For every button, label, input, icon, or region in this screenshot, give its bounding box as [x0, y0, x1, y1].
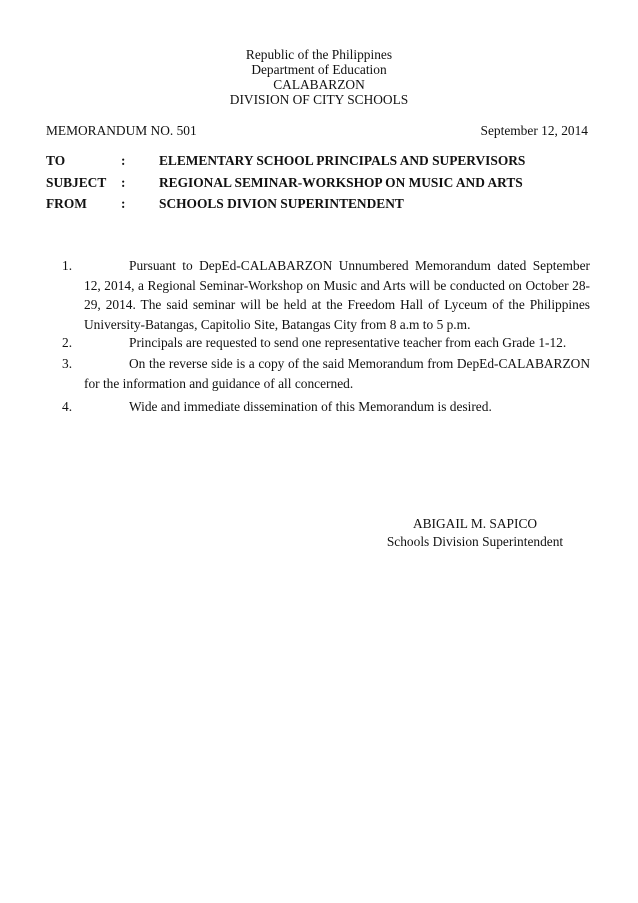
subject-colon: :: [121, 175, 126, 190]
subject-label: SUBJECT: [46, 175, 107, 190]
letterhead-division: DIVISION OF CITY SCHOOLS: [229, 92, 409, 107]
from-value: SCHOOLS DIVION SUPERINTENDENT: [159, 196, 404, 211]
paragraph-number: 4.: [62, 399, 73, 414]
paragraph-1: [62, 256, 590, 334]
letterhead: [0, 47, 638, 107]
paragraph-number: 2.: [62, 335, 73, 350]
signature-block: [380, 515, 570, 551]
paragraph-3: [62, 354, 590, 393]
letterhead-republic: Republic of the Philippines: [245, 47, 393, 62]
to-value: ELEMENTARY SCHOOL PRINCIPALS AND SUPERVISORS: [159, 153, 526, 168]
paragraph-2: [62, 333, 590, 353]
signatory-name: ABIGAIL M. SAPICO: [412, 516, 538, 531]
from-colon: :: [121, 196, 126, 211]
memorandum-number: MEMORANDUM NO. 501: [46, 123, 197, 138]
paragraph-text: Pursuant to DepEd-CALABARZON Unnumbered Memorandum dated September 12, 2014, a Regional Seminar-Workshop on Music and Arts will be conducted on October 28-29, 2014. The said seminar will be held at the Freedom Hall of Lyceum of the Philippines University-Batangas, Capitolio Site, Batangas City from 8 a.m to 5 p.m.: [84, 258, 590, 332]
subject-value: REGIONAL SEMINAR-WORKSHOP ON MUSIC AND ARTS: [159, 175, 523, 190]
paragraph-4: [62, 397, 590, 417]
signatory-title: Schools Division Superintendent: [386, 534, 564, 549]
to-colon: :: [121, 153, 126, 168]
letterhead-region: CALABARZON: [273, 77, 365, 92]
paragraph-text: Principals are requested to send one representative teacher from each Grade 1-12.: [129, 335, 567, 350]
memorandum-date: September 12, 2014: [480, 123, 588, 138]
paragraph-number: 3.: [62, 356, 73, 371]
paragraph-text: On the reverse side is a copy of the said Memorandum from DepEd-CALABARZON for the information and guidance of all concerned.: [84, 356, 590, 391]
from-label: FROM: [46, 196, 87, 211]
paragraph-text: Wide and immediate dissemination of this Memorandum is desired.: [129, 399, 492, 414]
paragraph-number: 1.: [62, 258, 73, 273]
letterhead-department: Department of Education: [251, 62, 387, 77]
to-label: TO: [46, 153, 66, 168]
